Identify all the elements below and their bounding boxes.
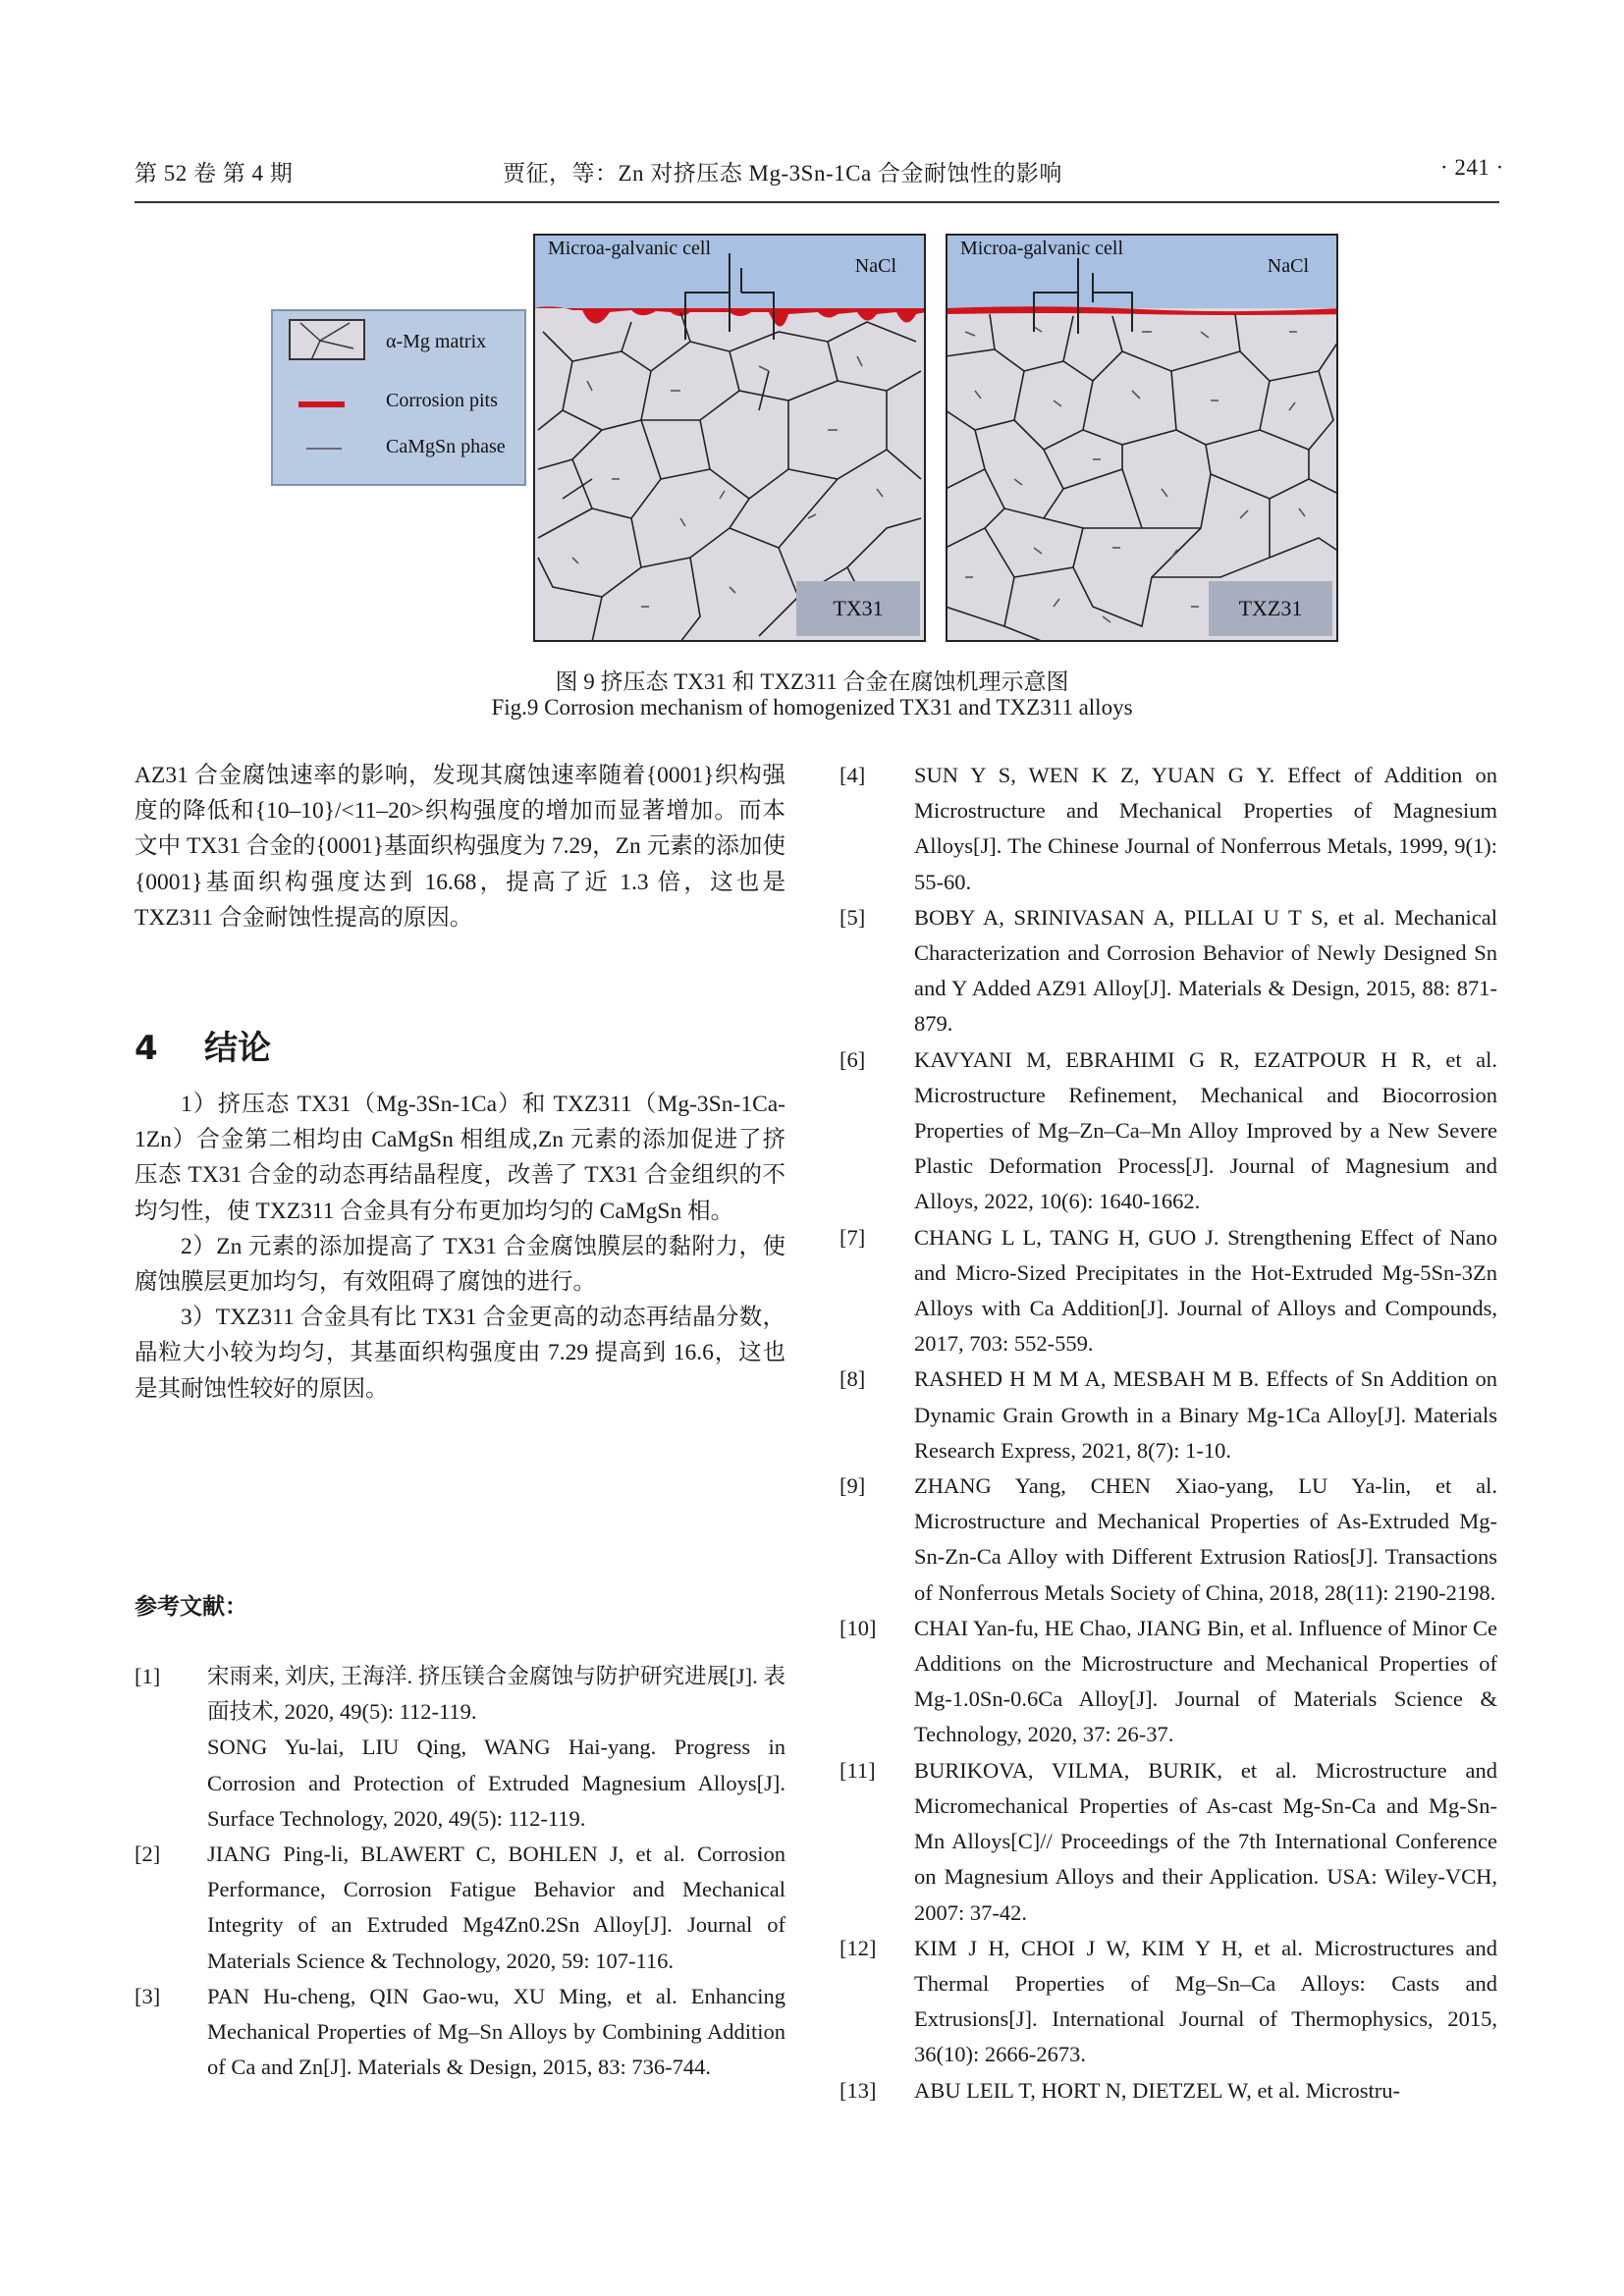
legend-label-matrix: α-Mg matrix (386, 331, 487, 352)
reference-number: [9] (839, 1473, 866, 1499)
reference-text: KAVYANI M, EBRAHIMI G R, EZATPOUR H R, et al. Microstructure Refinement, Mechanical and Biocorrosion Properties of Mg–Zn–Ca–Mn Alloy Improved by a New Severe Plastic Deformation Process[J]. Journal of Magnesium and Alloys, 2022, 10(6): 1640-1662. (914, 1046, 1497, 1214)
journal-volume-issue: 第 52 卷 第 4 期 (135, 161, 294, 186)
reference-text: CHAI Yan-fu, HE Chao, JIANG Bin, et al. Influence of Minor Ce Additions on the Microstructure and Mechanical Properties of Mg-1.0Sn-0.6Ca Alloy[J]. Journal of Materials Science & Technology, 2020, 37: 26-37. (914, 1615, 1497, 1747)
reference-item (839, 1753, 1497, 1931)
reference-text: 宋雨来, 刘庆, 王海洋. 挤压镁合金腐蚀与防护研究进展[J]. 表面技术, 2020, 49(5): 112-119. (207, 1664, 785, 1725)
figure-caption-cn: 图 9 挤压态 TX31 和 TXZ311 合金在腐蚀机理示意图 (555, 669, 1069, 694)
reference-item (839, 1931, 1497, 2073)
reference-number: [8] (839, 1366, 866, 1392)
section-heading-conclusions: 4 结论 (135, 1029, 272, 1068)
reference-text: SUN Y S, WEN K Z, YUAN G Y. Effect of Addition on Microstructure and Mechanical Properties of Magnesium Alloys[J]. The Chinese Journal of Nonferrous Metals, 1999, 9(1): 55-60. (914, 763, 1497, 894)
reference-text: ZHANG Yang, CHEN Xiao-yang, LU Ya-lin, et al. Microstructure and Mechanical Properties of As-Extruded Mg-Sn-Zn-Ca Alloy with Different Extrusion Ratios[J]. Transactions of Nonferrous Metals Society of China, 2018, 28(11): 2190-2198. (914, 1473, 1497, 1605)
reference-item (839, 2073, 1497, 2109)
reference-item (135, 1837, 785, 1979)
sample-label-txz31: TXZ31 (1209, 581, 1332, 636)
reference-number: [2] (135, 1842, 161, 1867)
microgalvanic-cell-label: Microa-galvanic cell (548, 238, 712, 259)
references-left (135, 1659, 785, 2085)
running-title: 贾征，等：Zn 对挤压态 Mg-3Sn-1Ca 合金耐蚀性的影响 (503, 161, 1062, 186)
reference-text: PAN Hu-cheng, QIN Gao-wu, XU Ming, et al. Enhancing Mechanical Properties of Mg–Sn Alloys by Combining Addition of Ca and Zn[J]. Materials & Design, 2015, 83: 736-744. (207, 1983, 785, 2080)
intro-paragraph: AZ31 合金腐蚀速率的影响，发现其腐蚀速率随着{0001}织构强度的降低和{10–10}/<11–20>织构强度的增加而显著增加。而本文中 TX31 合金的{0001}基面织构强度为 7.29，Zn 元素的添加使{0001}基面织构强度达到 16.68，提高了近 1.3 倍，这也是 TXZ311 合金耐蚀性提高的原因。 (135, 763, 785, 931)
reference-number: [4] (839, 763, 866, 787)
reference-item (135, 1979, 785, 2086)
nacl-label: NaCl (854, 255, 896, 277)
reference-item (135, 1659, 785, 1837)
conclusion-item: 2）Zn 元素的添加提高了 TX31 合金腐蚀膜层的黏附力，使腐蚀膜层更加均匀，有效阻碍了腐蚀的进行。 (135, 1233, 785, 1296)
reference-item (839, 1220, 1497, 1362)
header-rule (135, 201, 1499, 203)
nacl-label: NaCl (1267, 255, 1309, 277)
references-right (839, 758, 1497, 2109)
microgalvanic-cell-label: Microa-galvanic cell (960, 238, 1124, 259)
reference-item (839, 900, 1497, 1042)
figure-legend (271, 309, 526, 486)
reference-number: [10] (839, 1615, 877, 1640)
reference-text: CHANG L L, TANG H, GUO J. Strengthening Effect of Nano and Micro-Sized Precipitates in the Hot-Extruded Mg-5Sn-3Zn Alloys with Ca Addition[J]. Journal of Alloys and Compounds, 2017, 703: 552-559. (914, 1224, 1497, 1357)
reference-text-en: SONG Yu-lai, LIU Qing, WANG Hai-yang. Progress in Corrosion and Protection of Extruded Magnesium Alloys[J]. Surface Technology, 2020, 49(5): 112-119. (207, 1735, 785, 1831)
legend-label-corrosion: Corrosion pits (386, 390, 498, 411)
conclusion-item: 3）TXZ311 合金具有比 TX31 合金更高的动态再结晶分数，晶粒大小较为均匀，其基面织构强度由 7.29 提高到 16.6，这也是其耐蚀性较好的原因。 (135, 1305, 785, 1402)
reference-text: KIM J H, CHOI J W, KIM Y H, et al. Microstructures and Thermal Properties of Mg–Sn–Ca Alloys: Casts and Extrusions[J]. International Journal of Thermophysics, 2015, 36(10): 2666-2673. (914, 1935, 1497, 2067)
corrosion-pits-swatch-icon (298, 401, 345, 407)
reference-number: [12] (839, 1935, 877, 1960)
reference-number: [7] (839, 1224, 866, 1250)
sample-label-tx31: TX31 (796, 581, 920, 636)
reference-text: JIANG Ping-li, BLAWERT C, BOHLEN J, et al. Corrosion Performance, Corrosion Fatigue Behavior and Mechanical Integrity of an Extruded Mg4Zn0.2Sn Alloy[J]. Journal of Materials Science & Technology, 2020, 59: 107-116. (207, 1842, 785, 1973)
reference-text: ABU LEIL T, HORT N, DIETZEL W, et al. Microstru- (914, 2077, 1401, 2103)
page-number: · 241 · (1440, 155, 1504, 180)
panel-tx31 (533, 234, 926, 642)
reference-item (839, 1042, 1497, 1220)
reference-item (839, 1362, 1497, 1468)
conclusions-list (135, 1087, 785, 1407)
reference-item (839, 1468, 1497, 1611)
reference-number: [13] (839, 2077, 877, 2103)
reference-number: [6] (839, 1046, 866, 1072)
reference-number: [1] (135, 1664, 161, 1688)
reference-text: BURIKOVA, VILMA, BURIK, et al. Microstructure and Micromechanical Properties of As-cast Mg-Sn-Ca and Mg-Sn-Mn Alloys[C]// Proceedings of the 7th International Conference on Magnesium Alloys and their Application. USA: Wiley-VCH, 2007: 37-42. (914, 1757, 1497, 1925)
references-heading: 参考文献： (135, 1594, 247, 1620)
reference-number: [11] (839, 1757, 876, 1783)
conclusion-item: 1）挤压态 TX31（Mg-3Sn-1Ca）和 TXZ311（Mg-3Sn-1Ca-1Zn）合金第二相均由 CaMgSn 相组成,Zn 元素的添加促进了挤压态 TX31 合金的动态再结晶程度，改善了 TX31 合金组织的不均匀性，使 TXZ311 合金具有分布更加均匀的 CaMgSn 相。 (135, 1092, 785, 1224)
panel-txz31 (946, 234, 1338, 642)
reference-number: [3] (135, 1983, 161, 2008)
left-column-intro (135, 758, 785, 935)
reference-text: BOBY A, SRINIVASAN A, PILLAI U T S, et al. Mechanical Characterization and Corrosion Behavior of Newly Designed Sn and Y Added AZ91 Alloy[J]. Materials & Design, 2015, 88: 871-879. (914, 904, 1497, 1037)
figure-caption-en: Fig.9 Corrosion mechanism of homogenized TX31 and TXZ311 alloys (491, 695, 1133, 720)
legend-label-camgsn: CaMgSn phase (386, 436, 506, 457)
camgsn-phase-swatch-icon (306, 448, 342, 450)
reference-text: RASHED H M M A, MESBAH M B. Effects of Sn Addition on Dynamic Grain Growth in a Binary Mg-1Ca Alloy[J]. Materials Research Express, 2021, 8(7): 1-10. (914, 1366, 1497, 1463)
reference-item (839, 758, 1497, 900)
reference-number: [5] (839, 904, 866, 930)
reference-item (839, 1611, 1497, 1753)
matrix-swatch-icon (289, 319, 365, 360)
